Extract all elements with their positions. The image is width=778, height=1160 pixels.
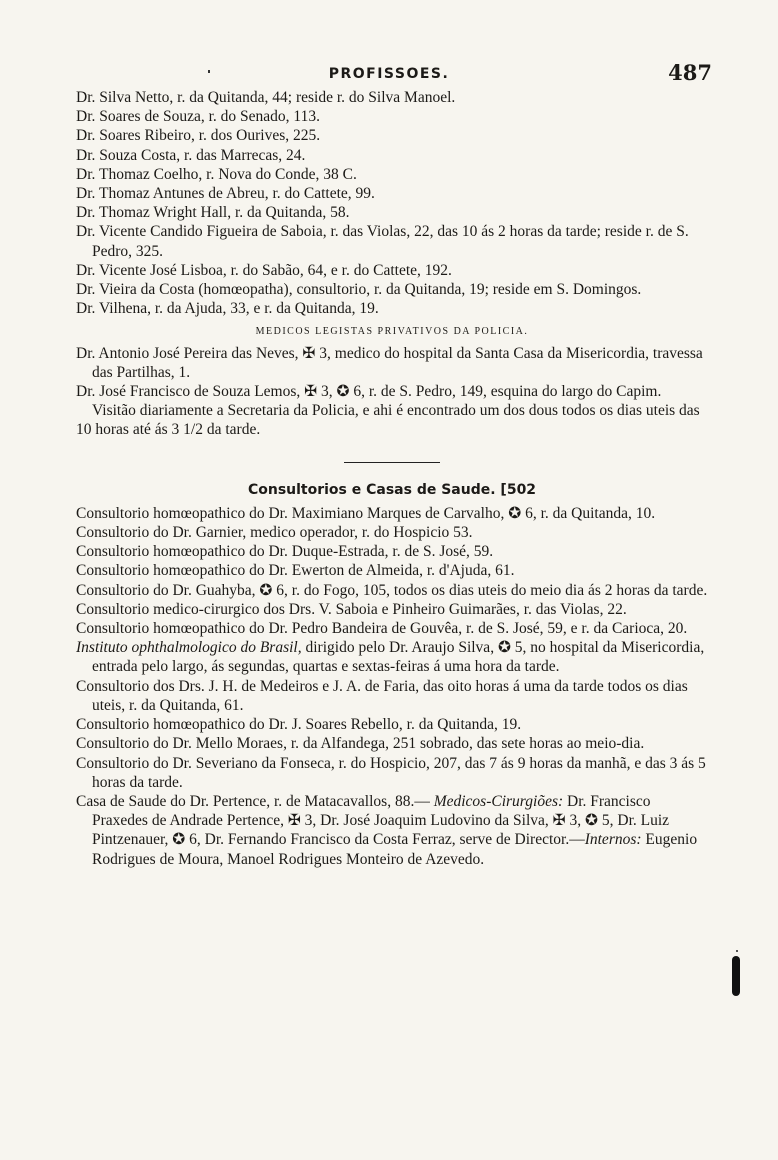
legistas-note: Visitão diariamente a Secretaria da Policia, e ahi é encontrado um dos dous todos os dias uteis das 10 horas até ás 3 1/2 da tarde. [76, 402, 700, 439]
consultorios-title: Consultorios e Casas de Saude. [502 [247, 481, 537, 498]
consultorio-entry: Consultorio homœopathico do Dr. Ewerton de Almeida, r. d'Ajuda, 61. [76, 562, 515, 580]
casa-internos-label: Internos: [584, 831, 642, 849]
casa-medicos-label: Medicos-Cirurgiões: [433, 792, 564, 810]
casa-de-saude-entry [76, 792, 708, 869]
consultorio-entry: Consultorio homœopathico do Dr. Maximiano Marques de Carvalho, ✪ 6, r. da Quitanda, 10. [76, 504, 656, 522]
margin-dot [736, 950, 738, 952]
page-content [76, 88, 708, 869]
legista-entry: Dr. Antonio José Pereira das Neves, ✠ 3, medico do hospital da Santa Casa da Misericordia, travessa das Partilhas, 1. [76, 344, 703, 381]
medico-entry: Dr. Thomaz Antunes de Abreu, r. do Cattete, 99. [76, 185, 375, 203]
medico-entry: Dr. Soares de Souza, r. do Senado, 113. [76, 108, 320, 126]
consultorio-entry: Consultorio do Dr. Garnier, medico operador, r. do Hospicio 53. [76, 524, 473, 542]
margin-ink-mark [732, 956, 740, 996]
instituto-text: dirigido pelo Dr. Araujo Silva, ✪ 5, no hospital da Misericordia, entrada pelo largo, ás segundas, quartas e sextas-feiras á uma hora da tarde. [92, 639, 705, 676]
page-number: 487 [668, 60, 712, 85]
medico-entry: Dr. Vicente José Lisboa, r. do Sabão, 64, e r. do Cattete, 192. [76, 261, 452, 279]
casa-internos: Eugenio Rodrigues de Moura, Manoel Rodrigues Monteiro de Azevedo. [92, 831, 698, 868]
consultorio-entry: Consultorio do Dr. Guahyba, ✪ 6, r. do Fogo, 105, todos os dias uteis do meio dia ás 2 horas da tarde. [76, 581, 708, 599]
consultorio-entry: Consultorio homœopathico do Dr. Pedro Bandeira de Gouvêa, r. de S. José, 59, e r. da Carioca, 20. [76, 620, 688, 638]
instituto-name: Instituto ophthalmologico do Brasil, [76, 639, 302, 657]
consultorio-entry: Consultorio do Dr. Mello Moraes, r. da Alfandega, 251 sobrado, das sete horas ao meio-dia. [76, 735, 645, 753]
consultorio-entry: Consultorio homœopathico do Dr. J. Soares Rebello, r. da Quitanda, 19. [76, 716, 522, 734]
legista-entry: Dr. José Francisco de Souza Lemos, ✠ 3, ✪ 6, r. de S. Pedro, 149, esquina do largo do Capim. [76, 383, 662, 401]
medico-entry: Dr. Thomaz Coelho, r. Nova do Conde, 38 C. [76, 165, 357, 183]
consultorio-entry: Consultorio do Dr. Severiano da Fonseca, r. do Hospicio, 207, das 7 ás 9 horas da manhã, e das 3 ás 5 horas da tarde. [76, 754, 706, 791]
section-divider [344, 462, 440, 463]
medico-entry: Dr. Thomaz Wright Hall, r. da Quitanda, 58. [76, 204, 350, 222]
running-title: PROFISSOES. [328, 66, 450, 82]
medico-entry: Dr. Soares Ribeiro, r. dos Ourives, 225. [76, 127, 321, 145]
medicos-list [76, 88, 708, 318]
medico-entry: Dr. Vilhena, r. da Ajuda, 33, e r. da Quitanda, 19. [76, 300, 379, 318]
consultorio-entry: Consultorio homœopathico do Dr. Duque-Estrada, r. de S. José, 59. [76, 543, 494, 561]
medico-entry: Dr. Silva Netto, r. da Quitanda, 44; reside r. do Silva Manoel. [76, 89, 456, 106]
page-header [0, 60, 778, 88]
medico-entry: Dr. Vieira da Costa (homœopatha), consultorio, r. da Quitanda, 19; reside em S. Domingos. [76, 281, 642, 299]
legistas-heading: MEDICOS LEGISTAS PRIVATIVOS DA POLICIA. [255, 326, 529, 338]
casa-medicos: Dr. Francisco Praxedes de Andrade Pertence, ✠ 3, Dr. José Joaquim Ludovino da Silva, ✠ 3, ✪ 5, Dr. Luiz Pintzenauer, ✪ 6, Dr. Fernando Francisco da Costa Ferraz, serve de Director.— [92, 792, 670, 849]
medico-entry: Dr. Souza Costa, r. das Marrecas, 24. [76, 146, 306, 164]
consultorio-entry: Consultorio dos Drs. J. H. de Medeiros e J. A. de Faria, das oito horas á uma da tarde todos os dias uteis, r. da Quitanda, 61. [76, 677, 688, 714]
instituto-entry [76, 638, 708, 676]
medico-entry: Dr. Vicente Candido Figueira de Saboia, r. das Violas, 22, das 10 ás 2 horas da tarde; reside r. de S. Pedro, 325. [76, 223, 689, 260]
casa-intro: Casa de Saude do Dr. Pertence, r. de Matacavallos, 88.— [76, 792, 434, 810]
consultorio-entry: Consultorio medico-cirurgico dos Drs. V. Saboia e Pinheiro Guimarães, r. das Violas, 22. [76, 600, 627, 618]
